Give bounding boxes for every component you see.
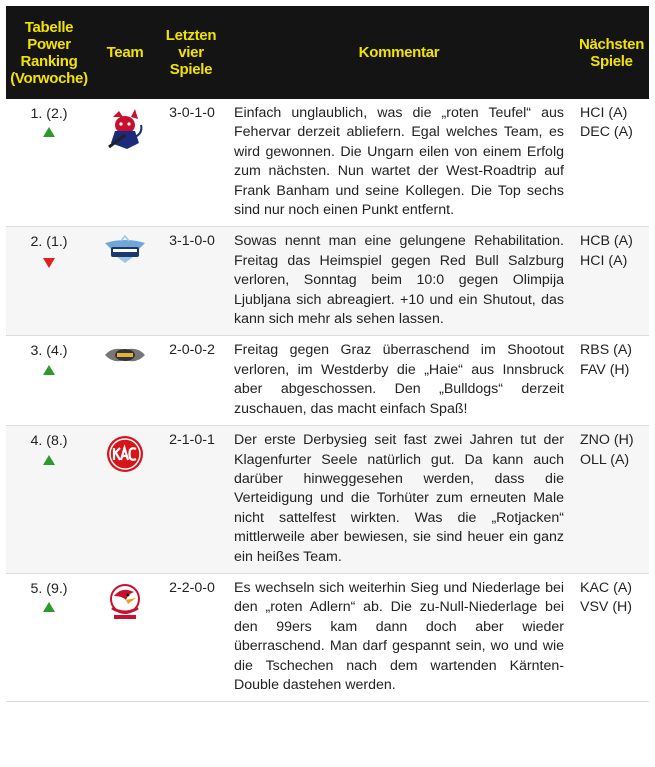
team-cell: [92, 336, 158, 426]
rank-cell: [6, 426, 92, 574]
trend-up-icon: [43, 127, 55, 137]
trend-down-icon: [43, 258, 55, 268]
rank-cell: [6, 336, 92, 426]
rank-text: 5. (9.): [30, 580, 68, 597]
table-row: [6, 336, 649, 426]
next-games-cell: [574, 99, 649, 227]
next-games-cell: [574, 573, 649, 701]
comment-cell: Der erste Derbysieg seit fast zwei Jahren tut der Klagenfurter Seele natürlich gut. Da kann auch darüber hinweggesehen werden, dass die Verteidigung und die Torhüter zum erneuten Male nicht sattelfest wirkten. Was die „Rotjacken“ mittlerweile aber bewiesen, sie sind heuer ein ganz ein heißes Team.: [224, 426, 574, 574]
power-ranking-table-wrapper: [6, 6, 649, 702]
table-row: [6, 227, 649, 336]
next-game: DEC (A): [580, 124, 633, 141]
table-row: [6, 99, 649, 227]
rank-text: 3. (4.): [30, 343, 68, 360]
trend-up-icon: [43, 365, 55, 375]
team-cell: [92, 99, 158, 227]
kac-logo: [105, 434, 145, 480]
header-rank: Tabelle Power Ranking (Vorwoche): [6, 6, 92, 99]
next-game: KAC (A): [580, 579, 633, 596]
next-game: HCI (A): [580, 252, 628, 269]
next-game: OLL (A): [580, 451, 630, 468]
comment-cell: Es wechseln sich weiterhin Sieg und Niederlage bei den „roten Adlern“ ab. Die zu-Null-Niederlage bei den 99ers kam dann doch aber wieder überraschend. Man darf gespannt sein, wo und wie die Tschechen nach dem wartenden Kärnten-Double dastehen werden.: [224, 573, 574, 701]
last-four-cell: 2-0-0-2: [158, 336, 224, 426]
znojmo-eagle-logo: [104, 582, 146, 628]
rank-cell: [6, 227, 92, 336]
next-games-cell: [574, 426, 649, 574]
rank-text: 4. (8.): [30, 433, 68, 450]
rank-cell: [6, 99, 92, 227]
comment-cell: Einfach unglaublich, was die „roten Teufel“ aus Fehervar derzeit abliefern. Egal welches Team, es wird gewonnen. Die Ungarn eilen von einem Erfolg zum nächsten. Nun wartet der West-Roadtrip auf Frank Banham und seine Kollegen. Die Top sechs sind nur noch einen Punkt entfernt.: [224, 99, 574, 227]
team-cell: [92, 573, 158, 701]
last-four-cell: 3-0-1-0: [158, 99, 224, 227]
comment-cell: Sowas nennt man eine gelungene Rehabilitation. Freitag das Heimspiel gegen Red Bull Salzburg verloren, Sonntag beim 10:0 gegen Olimpija Ljubljana sich abreagiert. +10 und ein Shutout, das kann sich mehr als sehen lassen.: [224, 227, 574, 336]
next-game: ZNO (H): [580, 432, 634, 449]
team-cell: [92, 227, 158, 336]
next-game: FAV (H): [580, 361, 630, 378]
next-game: HCI (A): [580, 105, 628, 121]
fehervar-red-devil-logo: [105, 107, 145, 157]
header-last-four: Letzten vier Spiele: [158, 6, 224, 99]
liberec-bird-logo: [103, 235, 147, 271]
next-game: HCB (A): [580, 233, 633, 250]
next-games-cell: [574, 227, 649, 336]
team-cell: [92, 426, 158, 574]
last-four-cell: 2-1-0-1: [158, 426, 224, 574]
next-games-cell: [574, 336, 649, 426]
rank-cell: [6, 573, 92, 701]
rank-text: 1. (2.): [30, 106, 68, 122]
next-game: RBS (A): [580, 342, 633, 359]
table-header-row: [6, 6, 649, 99]
last-four-cell: 3-1-0-0: [158, 227, 224, 336]
table-row: [6, 426, 649, 574]
power-ranking-table: [6, 6, 649, 702]
header-comment: Kommentar: [224, 6, 574, 99]
trend-up-icon: [43, 602, 55, 612]
comment-cell: Freitag gegen Graz überraschend im Shootout verloren, im Westderby die „Haie“ aus Innsbruck aber abgeschossen. Den „Bulldogs“ derzeit zuschauen, das macht einfach Spaß!: [224, 336, 574, 426]
linz-black-wings-logo: [103, 344, 147, 372]
table-row: [6, 573, 649, 701]
trend-up-icon: [43, 455, 55, 465]
rank-text: 2. (1.): [30, 234, 68, 251]
last-four-cell: 2-2-0-0: [158, 573, 224, 701]
header-next-games: Nächsten Spiele: [574, 6, 649, 99]
next-game: VSV (H): [580, 599, 633, 616]
header-team: Team: [92, 6, 158, 99]
